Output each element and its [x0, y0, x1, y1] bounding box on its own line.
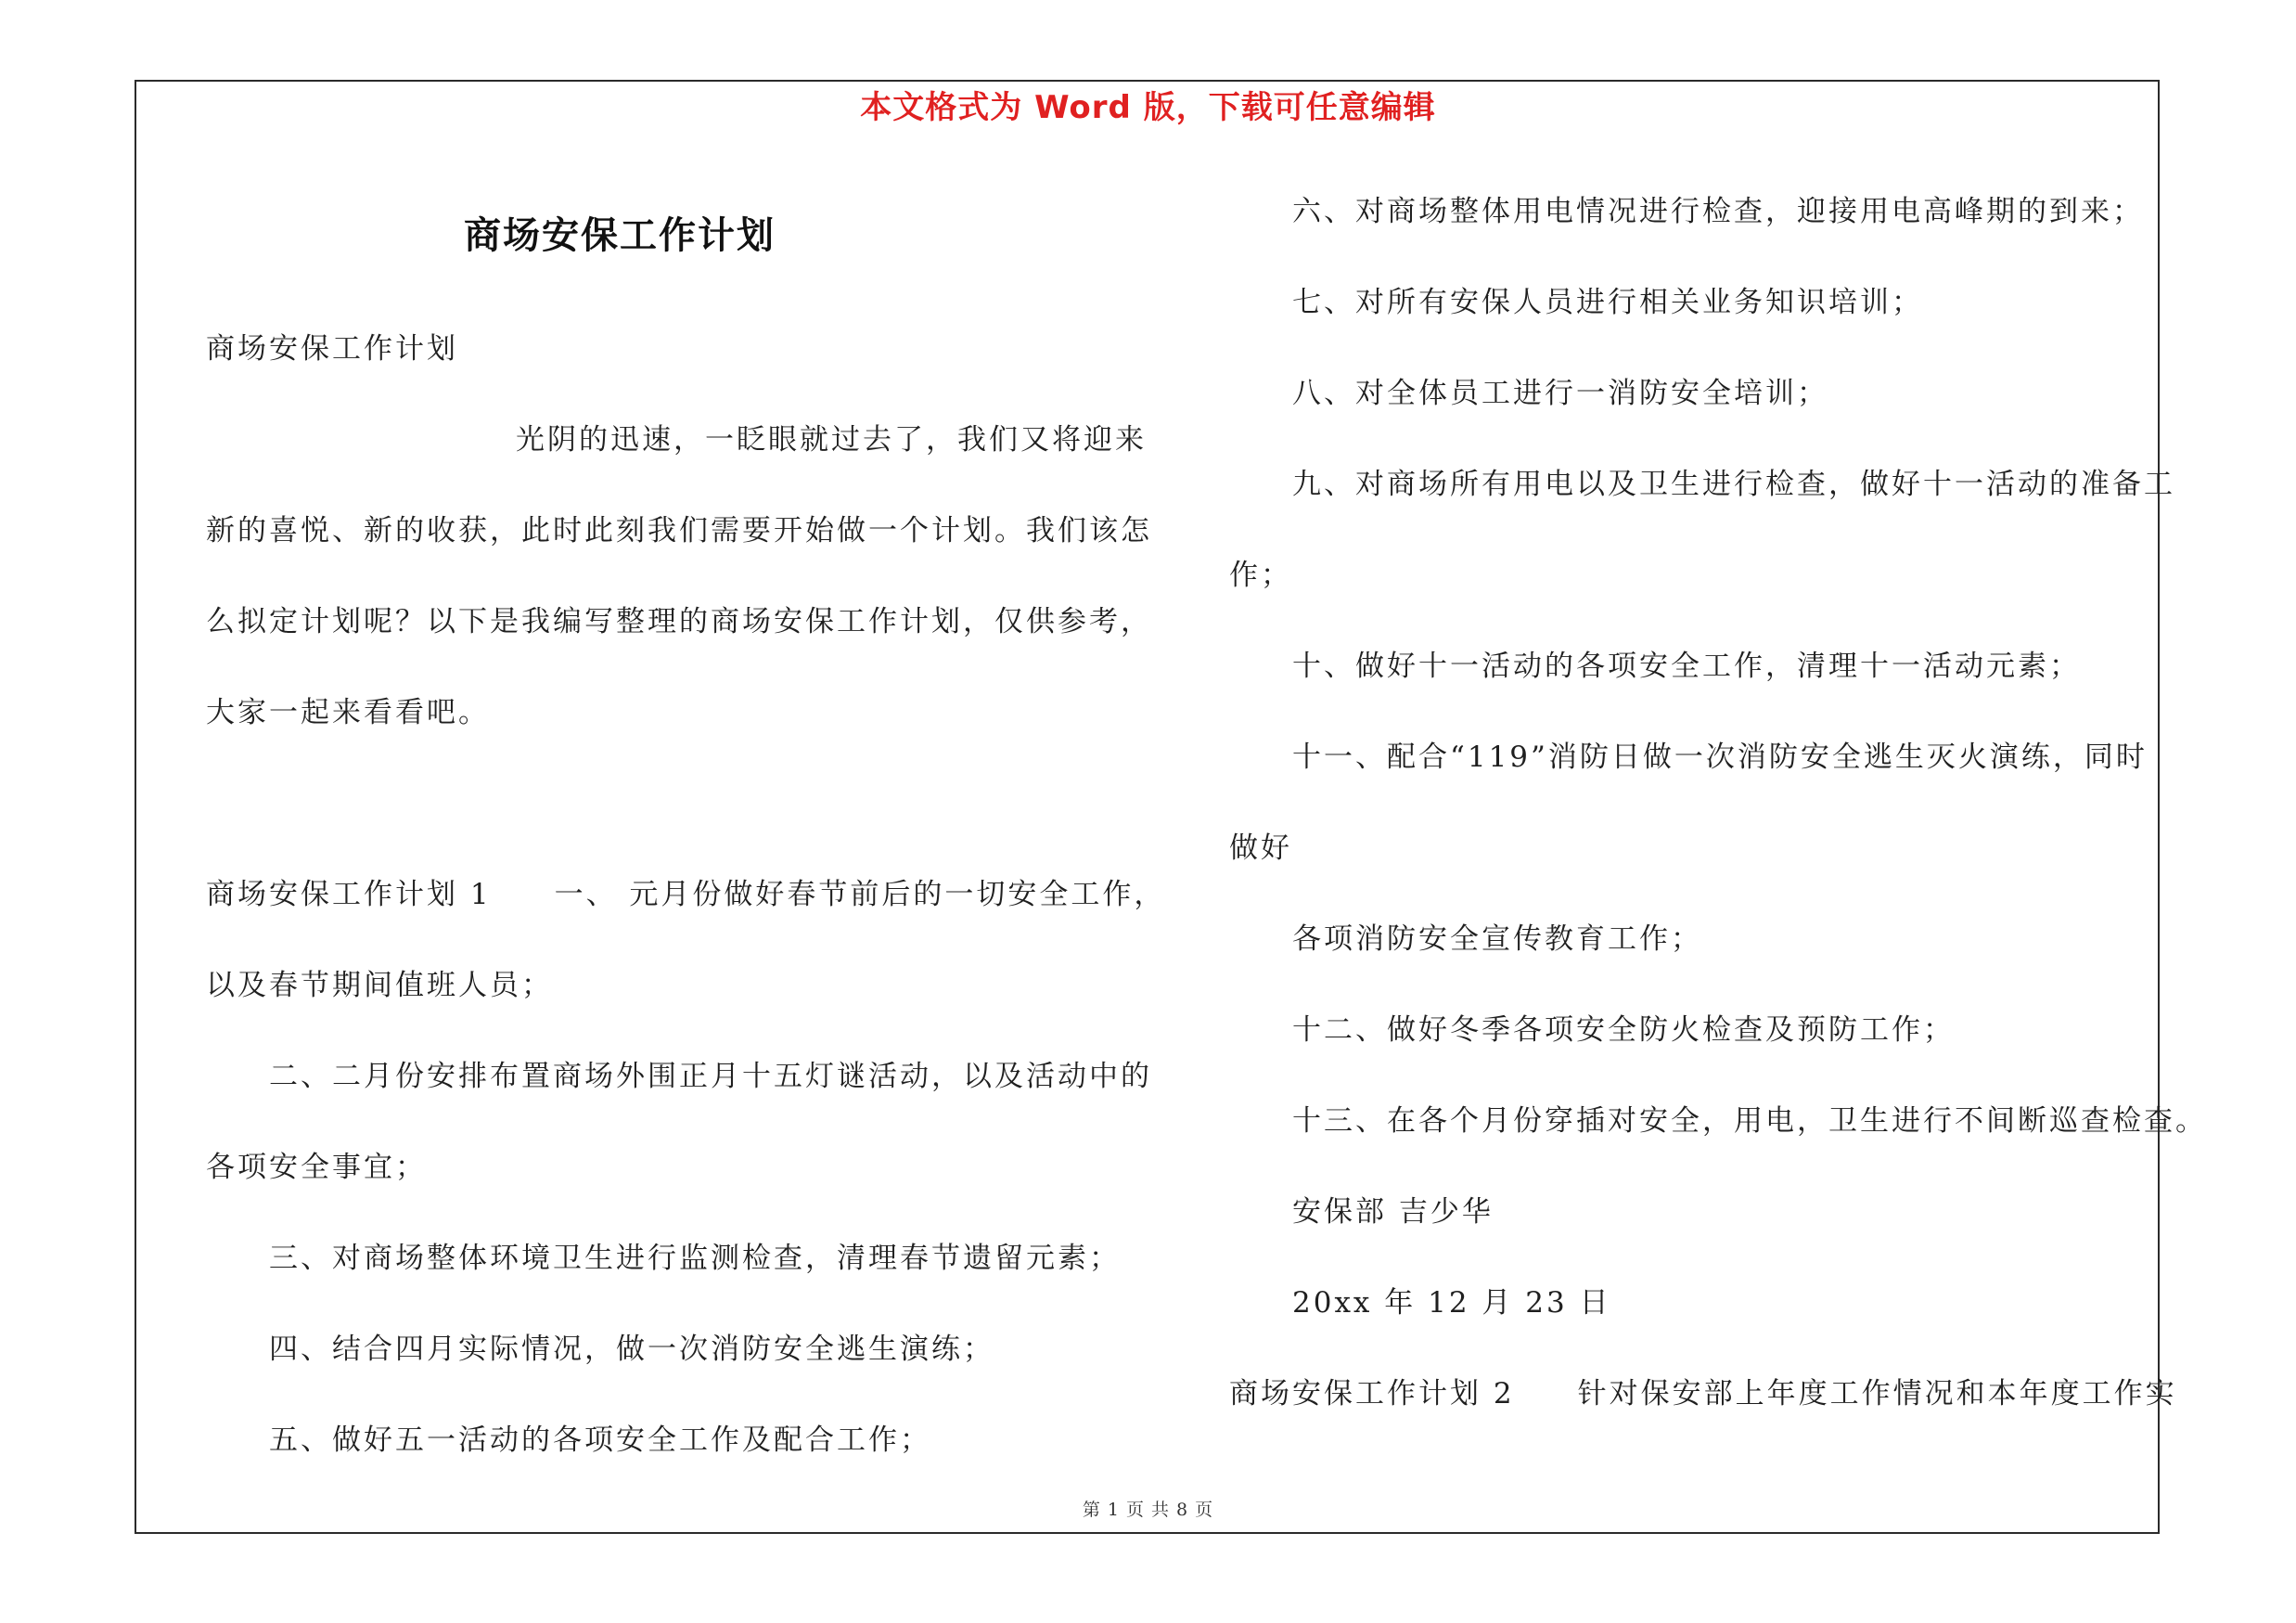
page-number-footer: 第 1 页 共 8 页: [1082, 1500, 1214, 1520]
left-line-intro-2: 新的喜悦、新的收获，此时此刻我们需要开始做一个计划。我们该怎: [206, 514, 1152, 547]
left-line-plan1-item1: 商场安保工作计划 1 一、 元月份做好春节前后的一切安全工作，: [206, 878, 1166, 911]
right-line-item8: 八、对全体员工进行一消防安全培训；: [1292, 377, 1828, 410]
left-line-intro-4: 大家一起来看看吧。: [206, 696, 490, 729]
left-line-plan1-item1-cont: 以及春节期间值班人员；: [206, 969, 553, 1002]
document-title: 商场安保工作计划: [464, 213, 776, 257]
left-line-intro-3: 么拟定计划呢？以下是我编写整理的商场安保工作计划，仅供参考，: [206, 605, 1152, 638]
right-line-date: 20xx 年 12 月 23 日: [1292, 1286, 1611, 1320]
right-line-item6: 六、对商场整体用电情况进行检查，迎接用电高峰期的到来；: [1292, 195, 2144, 228]
left-line-item3: 三、对商场整体环境卫生进行监测检查，清理春节遗留元素；: [269, 1242, 1121, 1275]
left-line-intro-1: 光阴的迅速，一眨眼就过去了，我们又将迎来: [516, 423, 1147, 457]
right-line-item7: 七、对所有安保人员进行相关业务知识培训；: [1292, 286, 1923, 319]
right-line-item9-cont: 作；: [1229, 559, 1292, 592]
left-line-subtitle: 商场安保工作计划: [206, 332, 458, 366]
right-line-item12: 十二、做好冬季各项安全防火检查及预防工作；: [1292, 1013, 1955, 1047]
right-line-item11-cont: 做好: [1229, 831, 1292, 865]
right-line-item9: 九、对商场所有用电以及卫生进行检查，做好十一活动的准备工: [1292, 468, 2175, 501]
right-line-item13: 十三、在各个月份穿插对安全，用电，卫生进行不间断巡查检查。: [1292, 1104, 2207, 1138]
right-line-item11: 十一、配合“119”消防日做一次消防安全逃生灭火演练，同时: [1292, 741, 2148, 774]
left-line-item4: 四、结合四月实际情况，做一次消防安全逃生演练；: [269, 1333, 994, 1366]
right-line-signature: 安保部 吉少华: [1292, 1195, 1494, 1229]
right-line-item11-cont2: 各项消防安全宣传教育工作；: [1292, 922, 1702, 956]
right-line-plan2-start: 商场安保工作计划 2 针对保安部上年度工作情况和本年度工作实: [1229, 1377, 2177, 1410]
left-line-item2: 二、二月份安排布置商场外围正月十五灯谜活动，以及活动中的: [269, 1060, 1152, 1093]
left-line-item5: 五、做好五一活动的各项安全工作及配合工作；: [269, 1423, 931, 1457]
right-line-item10: 十、做好十一活动的各项安全工作，清理十一活动元素；: [1292, 650, 2081, 683]
format-banner: 本文格式为 Word 版，下载可任意编辑: [860, 89, 1436, 126]
left-line-item2-cont: 各项安全事宜；: [206, 1151, 427, 1184]
